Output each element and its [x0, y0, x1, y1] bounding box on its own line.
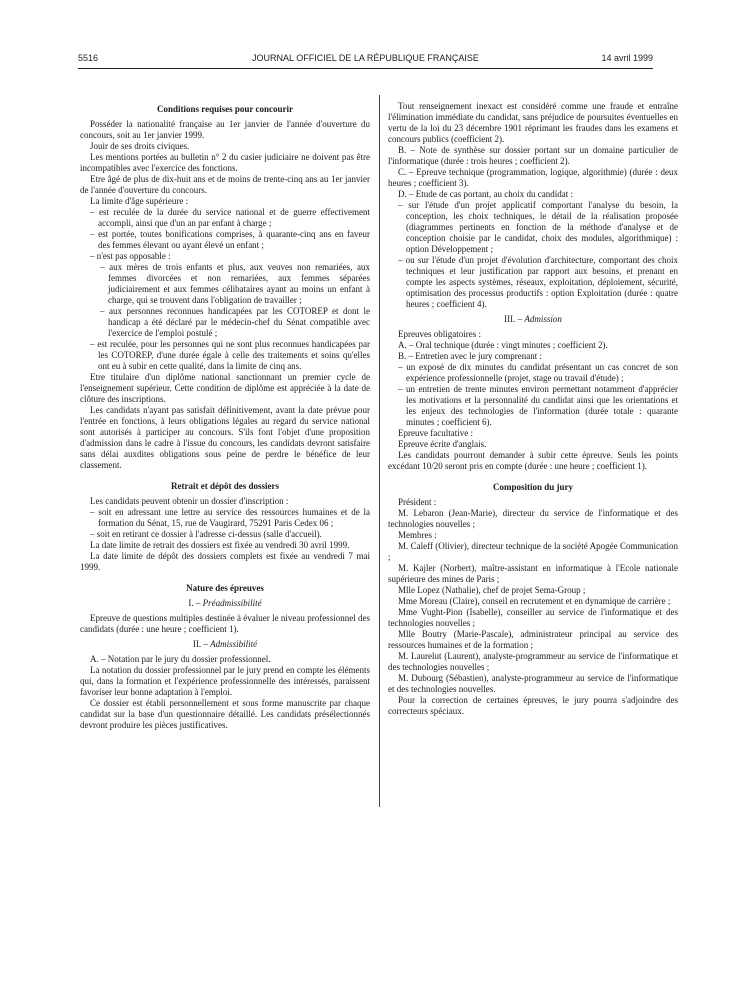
jury-member: Mlle Lopez (Nathalie), chef de projet Sema-Group ;: [398, 585, 586, 595]
jury-member: Mme Vught-Pion (Isabelle), conseiller au service de l'informatique et des technologies nouvelles ;: [388, 607, 678, 628]
paragraph: La date limite de dépôt des dossiers complets est fixée au vendredi 7 mai 1999.: [80, 551, 370, 572]
jury-member: M. Kajler (Norbert), maître-assistant en informatique à l'Ecole nationale supérieure des mines de Paris ;: [388, 563, 678, 584]
list-item: – aux personnes reconnues handicapées par les COTOREP et dont le handicap a été déclaré par le médecin-chef du Sénat compatible avec l'exercice de l'emploi postulé ;: [100, 306, 370, 338]
list-item: – est reculée de la durée du service national et de guerre effectivement accompli, ainsi que d'un an par enfant à charge ;: [90, 207, 370, 228]
list-item: – sur l'étude d'un projet applicatif comportant l'analyse du besoin, la conception, les choix techniques, le détail de la réalisation proposée (diagrammes pertinents en fonction de la méthode d'analyse et de conception choisie par le candidat, choix des modules, algorithmique) : option Développement ;: [398, 200, 678, 254]
issue-date: 14 avril 1999: [601, 53, 653, 63]
subheading-admission: III. – Admission: [504, 314, 562, 324]
jury-member: M. Dubourg (Sébastien), analyste-programmeur au service de l'informatique et des technologies nouvelles.: [388, 673, 678, 694]
paragraph: Epreuve facultative :: [398, 428, 473, 438]
subheading-admissibilite: II. – Admissibilité: [192, 639, 258, 649]
list-item: – un entretien de trente minutes environ permettant notamment d'apprécier les motivations et la personnalité du candidat ainsi que les orientations et les enjeux des technologies de l'information (durée totale : quarante minutes ; coefficient 6).: [398, 384, 678, 427]
paragraph: Tout renseignement inexact est considéré comme une fraude et entraîne l'élimination immédiate du candidat, sans préjudice de poursuites éventuelles en vertu de la loi du 23 décembre 1901 réprimant les fraudes dans les examens et concours publics (coefficient 2).: [388, 101, 678, 144]
list-item: – soit en retirant ce dossier à l'adresse ci-dessus (salle d'accueil).: [90, 529, 322, 539]
paragraph: Etre titulaire d'un diplôme national sanctionnant un premier cycle de l'enseignement supérieur. Cette condition de diplôme est appréciée à la date de clôture des inscriptions.: [80, 372, 370, 404]
paragraph: Jouir de ses droits civiques.: [90, 141, 190, 151]
jury-member: M. Caleff (Olivier), directeur technique de la société Apogée Communication ;: [388, 541, 678, 562]
list-item: – est portée, toutes bonifications comprises, à quarante-cinq ans en faveur des femmes élevant ou ayant élevé un enfant ;: [90, 229, 370, 250]
paragraph: B. – Entretien avec le jury comprenant :: [398, 351, 542, 361]
subheading-preadmissibilite: I. – Préadmissibilité: [188, 598, 262, 608]
paragraph: C. – Epreuve technique (programmation, logique, algorithmie) (durée : deux heures ; coefficient 3).: [388, 167, 678, 188]
journal-title: JOURNAL OFFICIEL DE LA RÉPUBLIQUE FRANÇAISE: [252, 53, 479, 63]
paragraph: A. – Notation par le jury du dossier professionnel.: [90, 654, 271, 664]
paragraph: Epreuve écrite d'anglais.: [398, 439, 487, 449]
paragraph: B. – Note de synthèse sur dossier portant sur un domaine particulier de l'informatique (durée : trois heures ; coefficient 2).: [388, 145, 678, 166]
paragraph: D. – Etude de cas portant, au choix du candidat :: [398, 189, 573, 199]
paragraph: Pour la correction de certaines épreuves, le jury pourra s'adjoindre des correcteurs spéciaux.: [388, 695, 678, 716]
paragraph: Les candidats pourront demander à subir cette épreuve. Seuls les points excédant 10/20 seront pris en compte (durée : une heure ; coefficient 1).: [388, 450, 678, 471]
jury-member: M. Lebaron (Jean-Marie), directeur du service de l'informatique et des technologies nouvelles ;: [388, 508, 678, 529]
left-column: [80, 100, 370, 731]
paragraph: Les candidats n'ayant pas satisfait définitivement, avant la date prévue pour l'entrée en fonctions, à leurs obligations légales au regard du service national sont autorisés à participer au concours. S'ils font l'objet d'une proposition d'admission dans le cadre à l'issue du concours, les candidats devront satisfaire sans délai auxdites obligations sous peine de perdre le bénéfice de leur classement.: [80, 405, 370, 470]
heading-retrait: Retrait et dépôt des dossiers: [171, 481, 279, 491]
jury-member: M. Laurelut (Laurent), analyste-programmeur au service de l'informatique et des technologies nouvelles ;: [388, 651, 678, 672]
list-item: – un exposé de dix minutes du candidat présentant un cas concret de son expérience professionnelle (projet, stage ou travail d'étude) ;: [398, 362, 678, 383]
heading-conditions: Conditions requises pour concourir: [157, 104, 293, 114]
paragraph: La date limite de retrait des dossiers est fixée au vendredi 30 avril 1999.: [90, 540, 350, 550]
paragraph: Membres :: [398, 530, 437, 540]
jury-member: Mlle Boutry (Marie-Pascale), administrateur principal au service des ressources humaines et de la formation ;: [388, 629, 678, 650]
heading-nature: Nature des épreuves: [186, 583, 264, 593]
paragraph: Président :: [398, 497, 437, 507]
page-header: [78, 53, 653, 69]
header-rule: [78, 68, 653, 69]
heading-jury: Composition du jury: [492, 482, 573, 492]
paragraph: Epreuves obligatoires :: [398, 329, 481, 339]
paragraph: Epreuve de questions multiples destinée à évaluer le niveau professionnel des candidats (durée : une heure ; coefficient 1).: [80, 613, 370, 634]
paragraph: La notation du dossier professionnel par le jury prend en compte les éléments qui, dans la formation et l'expérience professionnelle des intéressés, paraissent favoriser leur bonne adaptation à l'emploi.: [80, 665, 370, 697]
paragraph: A. – Oral technique (durée : vingt minutes ; coefficient 2).: [398, 340, 608, 350]
list-item: – est reculée, pour les personnes qui ne sont plus reconnues handicapées par les COTOREP, d'une durée égale à celle des traitements et soins qu'elles ont eu à subir en cette qualité, dans la limite de cinq ans.: [90, 339, 370, 371]
right-column: [388, 101, 678, 717]
paragraph: Les candidats peuvent obtenir un dossier d'inscription :: [90, 496, 289, 506]
paragraph: Etre âgé de plus de dix-huit ans et de moins de trente-cinq ans au 1er janvier de l'année d'ouverture du concours.: [80, 174, 370, 195]
paragraph: Les mentions portées au bulletin n° 2 du casier judiciaire ne doivent pas être incompatibles avec l'exercice des fonctions.: [80, 152, 370, 173]
list-item: – soit en adressant une lettre au service des ressources humaines et de la formation du Sénat, 15, rue de Vaugirard, 75291 Paris Cedex 06 ;: [90, 507, 370, 528]
jury-member: Mme Moreau (Claire), conseil en recrutement et en dynamique de carrière ;: [398, 596, 671, 606]
list-item: – n'est pas opposable :: [90, 251, 171, 261]
list-item: – ou sur l'étude d'un projet d'évolution d'architecture, comportant des choix techniques et leur justification par rapport aux besoins, et prenant en compte les aspects systèmes, réseaux, exploitation, déploiement, sécurité, optimisation des processus productifs : option Exploitation (durée : quatre heures ; coefficient 4).: [398, 255, 678, 309]
paragraph: Posséder la nationalité française au 1er janvier de l'année d'ouverture du concours, soit au 1er janvier 1999.: [80, 119, 370, 140]
paragraph: Ce dossier est établi personnellement et sous forme manuscrite par chaque candidat sur la base d'un questionnaire détaillé. Les candidats présélectionnés devront produire les pièces justificatives.: [80, 698, 370, 730]
paragraph: La limite d'âge supérieure :: [90, 196, 189, 206]
page-number: 5516: [78, 53, 99, 63]
list-item: – aux mères de trois enfants et plus, aux veuves non remariées, aux femmes divorcées et non remariées, aux femmes séparées judiciairement et aux femmes célibataires ayant au moins un enfant à charge, qui se trouvent dans l'obligation de travailler ;: [100, 262, 370, 305]
column-divider: [379, 95, 380, 807]
